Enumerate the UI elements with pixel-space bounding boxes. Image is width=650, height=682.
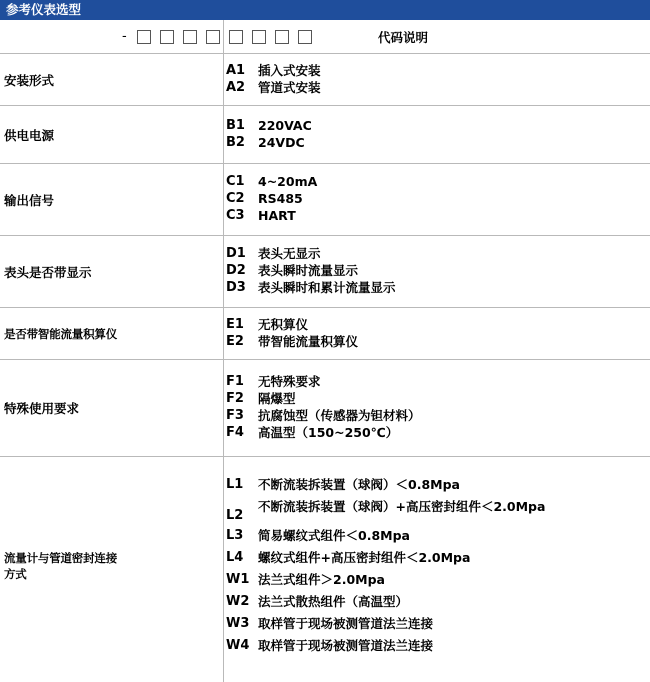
option-list	[120, 360, 650, 456]
category-label: 供电电源	[4, 127, 55, 143]
list-item	[120, 572, 650, 589]
category-label: 特殊使用要求	[4, 401, 80, 416]
code-legend-row	[0, 20, 650, 54]
option-code: L4	[226, 550, 244, 566]
list-item	[120, 80, 650, 97]
code-box	[229, 30, 243, 44]
table-row	[0, 360, 650, 457]
category-label: 流量计与管道密封连接方式	[4, 551, 117, 581]
option-desc: 插入式安装	[258, 62, 321, 78]
option-desc: 取样管于现场被测管道法兰连接	[258, 615, 434, 631]
option-desc: 带智能流量积算仪	[258, 333, 359, 349]
option-code: W3	[226, 615, 250, 631]
list-item	[120, 135, 650, 152]
option-code: A1	[226, 62, 246, 78]
option-code: B2	[226, 134, 245, 150]
option-desc: 不断流装拆装置（球阀）+高压密封组件＜2.0Mpa	[258, 499, 546, 515]
code-box	[298, 30, 312, 44]
option-desc: 表头无显示	[258, 246, 321, 262]
code-box	[252, 30, 266, 44]
list-item	[120, 528, 650, 545]
code-box	[206, 30, 220, 44]
option-desc: 4~20mA	[258, 174, 318, 190]
option-list	[120, 308, 650, 359]
list-item	[120, 425, 650, 442]
option-desc: 隔爆型	[258, 391, 296, 407]
option-desc: 简易螺纹式组件＜0.8Mpa	[258, 528, 410, 544]
option-code: C3	[226, 207, 245, 223]
category-label: 表头是否带显示	[4, 264, 92, 280]
table-row	[0, 54, 650, 106]
list-item	[120, 174, 650, 191]
list-item	[120, 63, 650, 80]
page-title: 参考仪表选型	[0, 0, 89, 20]
table-row	[0, 236, 650, 308]
category-label: 安装形式	[4, 72, 55, 88]
table-row	[0, 164, 650, 236]
list-item	[120, 191, 650, 208]
option-desc: 表头瞬时和累计流量显示	[258, 279, 396, 295]
option-code: L2	[226, 508, 244, 524]
option-code: D3	[226, 279, 246, 295]
code-dash: -	[122, 29, 127, 44]
option-code: D1	[226, 246, 246, 262]
option-code: A2	[226, 79, 246, 95]
option-code: B1	[226, 117, 245, 133]
list-item	[120, 477, 650, 494]
list-item	[120, 208, 650, 225]
category-label: 是否带智能流量积算仪	[4, 326, 117, 341]
option-list	[120, 54, 650, 105]
option-list	[120, 236, 650, 307]
option-desc: 管道式安装	[258, 79, 321, 95]
option-list	[120, 457, 650, 675]
option-code: F1	[226, 374, 244, 390]
option-desc: 法兰式散热组件（高温型）	[258, 593, 409, 609]
code-box	[275, 30, 289, 44]
header-fill	[89, 0, 650, 20]
list-item	[120, 263, 650, 280]
option-code: E1	[226, 316, 244, 332]
option-desc: 220VAC	[258, 117, 312, 133]
list-item	[120, 246, 650, 263]
option-desc: 抗腐蚀型（传感器为钽材料）	[258, 408, 421, 423]
option-desc: 取样管于现场被测管道法兰连接	[258, 637, 434, 653]
option-code: F2	[226, 391, 244, 407]
table-row	[0, 457, 650, 675]
code-box	[137, 30, 151, 44]
option-list	[120, 106, 650, 163]
option-desc: 24VDC	[258, 134, 305, 150]
option-code: L1	[226, 477, 244, 493]
code-description-header: 代码说明	[378, 29, 429, 45]
option-code: W2	[226, 593, 250, 609]
option-desc: RS485	[258, 191, 303, 207]
table-row	[0, 308, 650, 360]
list-item	[120, 550, 650, 567]
list-item	[120, 616, 650, 633]
option-desc: 螺纹式组件+高压密封组件＜2.0Mpa	[258, 550, 471, 566]
table-row	[0, 106, 650, 164]
list-item	[120, 594, 650, 611]
option-desc: 不断流装拆装置（球阀）＜0.8Mpa	[258, 477, 460, 493]
option-code: L3	[226, 528, 244, 544]
option-code: E2	[226, 333, 244, 349]
list-item	[120, 118, 650, 135]
list-item	[120, 499, 650, 523]
list-item	[120, 391, 650, 408]
option-list	[120, 164, 650, 235]
table-header	[0, 0, 650, 20]
code-box	[160, 30, 174, 44]
option-desc: 高温型（150~250℃）	[258, 424, 399, 440]
option-desc: 表头瞬时流量显示	[258, 263, 359, 279]
option-desc: 无特殊要求	[258, 374, 321, 390]
list-item	[120, 317, 650, 334]
list-item	[120, 280, 650, 297]
option-code: C2	[226, 191, 245, 207]
option-code: D2	[226, 263, 246, 279]
column-divider	[223, 20, 224, 682]
code-boxes	[120, 29, 375, 44]
option-code: C1	[226, 174, 245, 190]
code-box	[183, 30, 197, 44]
list-item	[120, 408, 650, 425]
option-code: F3	[226, 408, 244, 423]
list-item	[120, 374, 650, 391]
option-desc: 法兰式组件＞2.0Mpa	[258, 572, 385, 588]
list-item	[120, 334, 650, 351]
list-item	[120, 638, 650, 655]
option-desc: HART	[258, 207, 296, 223]
option-desc: 无积算仪	[258, 316, 309, 332]
option-code: W4	[226, 637, 250, 653]
option-code: W1	[226, 572, 250, 588]
option-code: F4	[226, 424, 244, 440]
category-label: 输出信号	[4, 192, 55, 208]
